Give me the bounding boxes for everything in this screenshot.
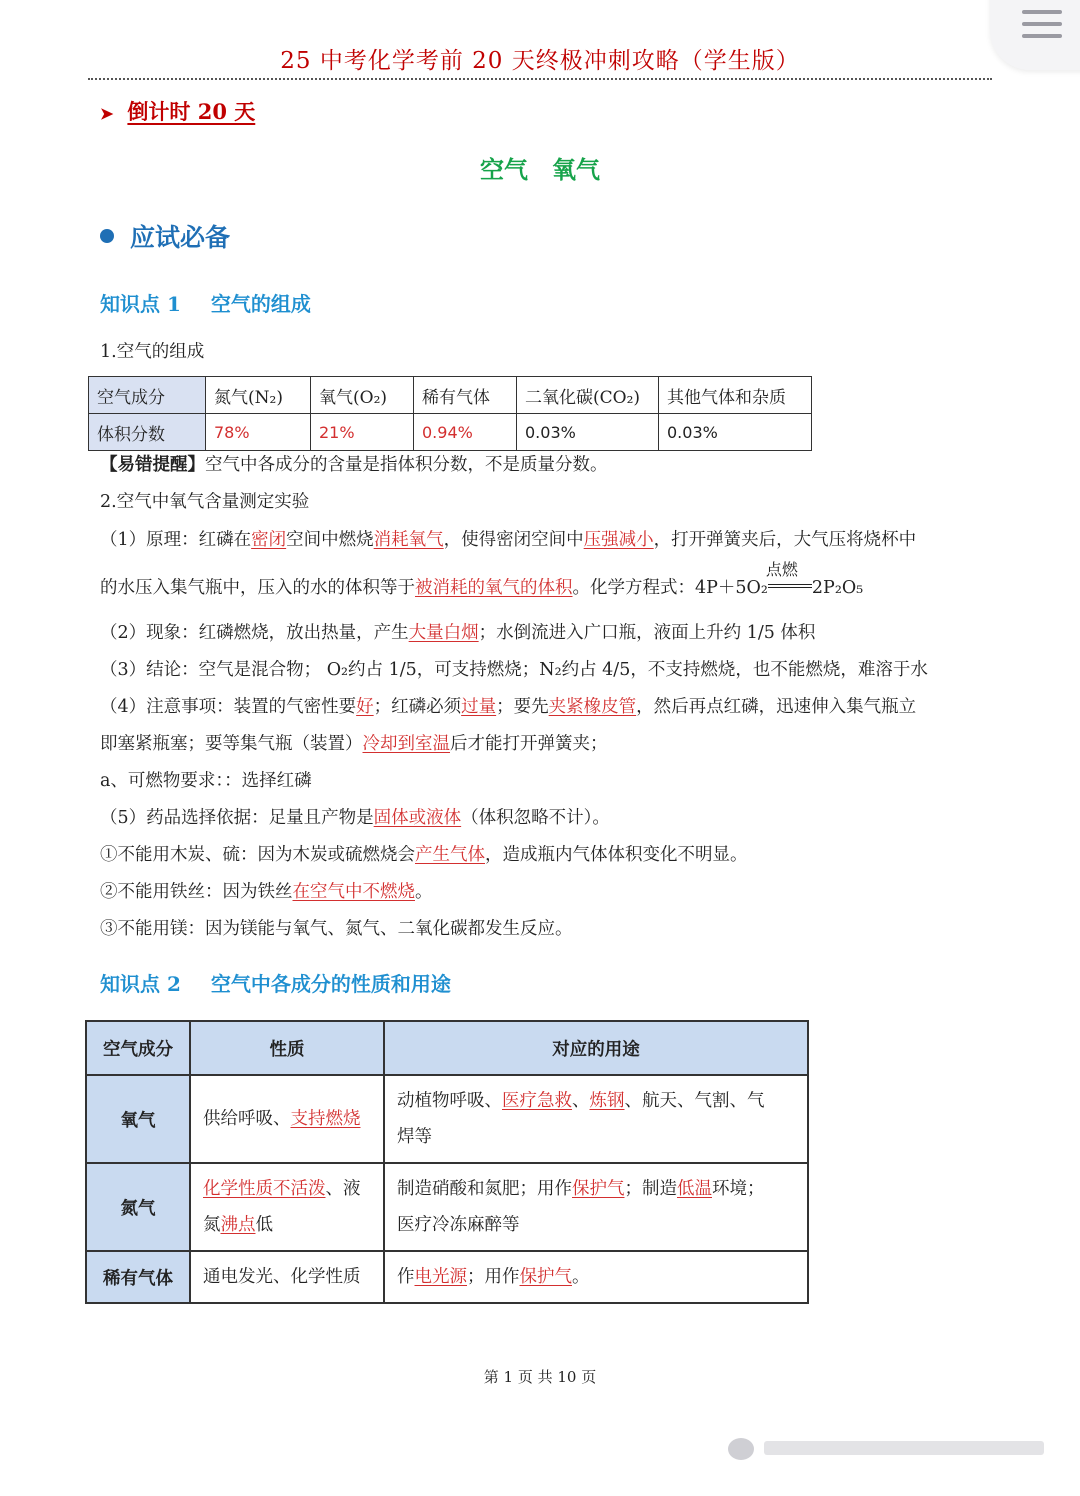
reagent-line: （5）药品选择依据：足量且产物是固体或液体（体积忽略不计）。 <box>100 808 610 828</box>
combustible-line: a、可燃物要求：：选择红磷 <box>100 771 312 791</box>
watermark <box>722 1432 1052 1466</box>
equation-line: 的水压入集气瓶中，压入的水的体积等于被消耗的氧气的体积。化学方程式：4P＋5O₂ 点燃 2P₂O₅ <box>100 560 864 598</box>
arrow-icon: ➤ <box>100 104 114 123</box>
title-divider <box>88 78 992 80</box>
chat-logo-icon <box>728 1438 754 1460</box>
bullet-icon <box>100 229 114 243</box>
table-row: 稀有气体 通电发光、化学性质 作电光源；用作保护气。 <box>86 1251 808 1303</box>
experiment-title: 2.空气中氧气含量测定实验 <box>100 492 310 512</box>
table-row: 氧气 供给呼吸、支持燃烧 动植物呼吸、医疗急救、炼钢、航天、气割、气 焊等 <box>86 1075 808 1163</box>
notice-line-2: 即塞紧瓶塞；要等集气瓶（装置）冷却到室温后才能打开弹簧夹； <box>100 734 608 754</box>
composition-title: 1.空气的组成 <box>100 342 205 362</box>
iron-line: ②不能用铁丝：因为铁丝在空气中不燃烧。 <box>100 882 433 902</box>
conclusion-line: （3）结论：空气是混合物； O₂约占 1/5，可支持燃烧；N₂约占 4/5，不支持燃烧，也不能燃烧，难溶于水 <box>100 660 928 680</box>
knowledge-point-2: 知识点 2 空气中各成分的性质和用途 <box>100 972 451 996</box>
countdown-heading: ➤ 倒计时 20 天 <box>100 99 256 124</box>
table-row: 空气成分 氮气(N₂) 氧气(O₂) 稀有气体 二氧化碳(CO₂) 其他气体和杂质 <box>89 377 812 414</box>
charcoal-line: ①不能用木炭、硫：因为木炭或硫燃烧会产生气体，造成瓶内气体体积变化不明显。 <box>100 845 748 865</box>
document-title: 25 中考化学考前 20 天终极冲刺攻略（学生版） <box>280 48 800 74</box>
principle-line: （1）原理：红磷在密闭空间中燃烧消耗氧气，使得密闭空间中压强减小，打开弹簧夹后，大气压将烧杯中 <box>100 530 917 550</box>
properties-table <box>85 1020 809 1304</box>
magnesium-line: ③不能用镁：因为镁能与氧气、氮气、二氧化碳都发生反应。 <box>100 919 573 939</box>
knowledge-point-1: 知识点 1 空气的组成 <box>100 292 311 316</box>
table-row: 氮气 化学性质不活泼、液 氮沸点低 制造硝酸和氮肥；用作保护气；制造低温环境； 医疗冷冻麻醉等 <box>86 1163 808 1251</box>
page-footer: 第 1 页 共 10 页 <box>483 1368 597 1386</box>
table-row: 空气成分 性质 对应的用途 <box>86 1021 808 1075</box>
notice-line: （4）注意事项：装置的气密性要好；红磷必须过量；要先夹紧橡皮管，然后再点红磷，迅速伸入集气瓶立 <box>100 697 917 717</box>
section-heading: 应试必备 <box>100 218 230 254</box>
phenomenon-line: （2）现象：红磷燃烧，放出热量，产生大量白烟；水倒流进入广口瓶，液面上升约 1/5 体积 <box>100 623 816 643</box>
error-note: 【易错提醒】空气中各成分的含量是指体积分数，不是质量分数。 <box>100 455 608 475</box>
composition-table <box>88 376 812 451</box>
topic-title: 空气 氧气 <box>480 155 600 184</box>
table-row: 体积分数 78% 21% 0.94% 0.03% 0.03% <box>89 414 812 451</box>
